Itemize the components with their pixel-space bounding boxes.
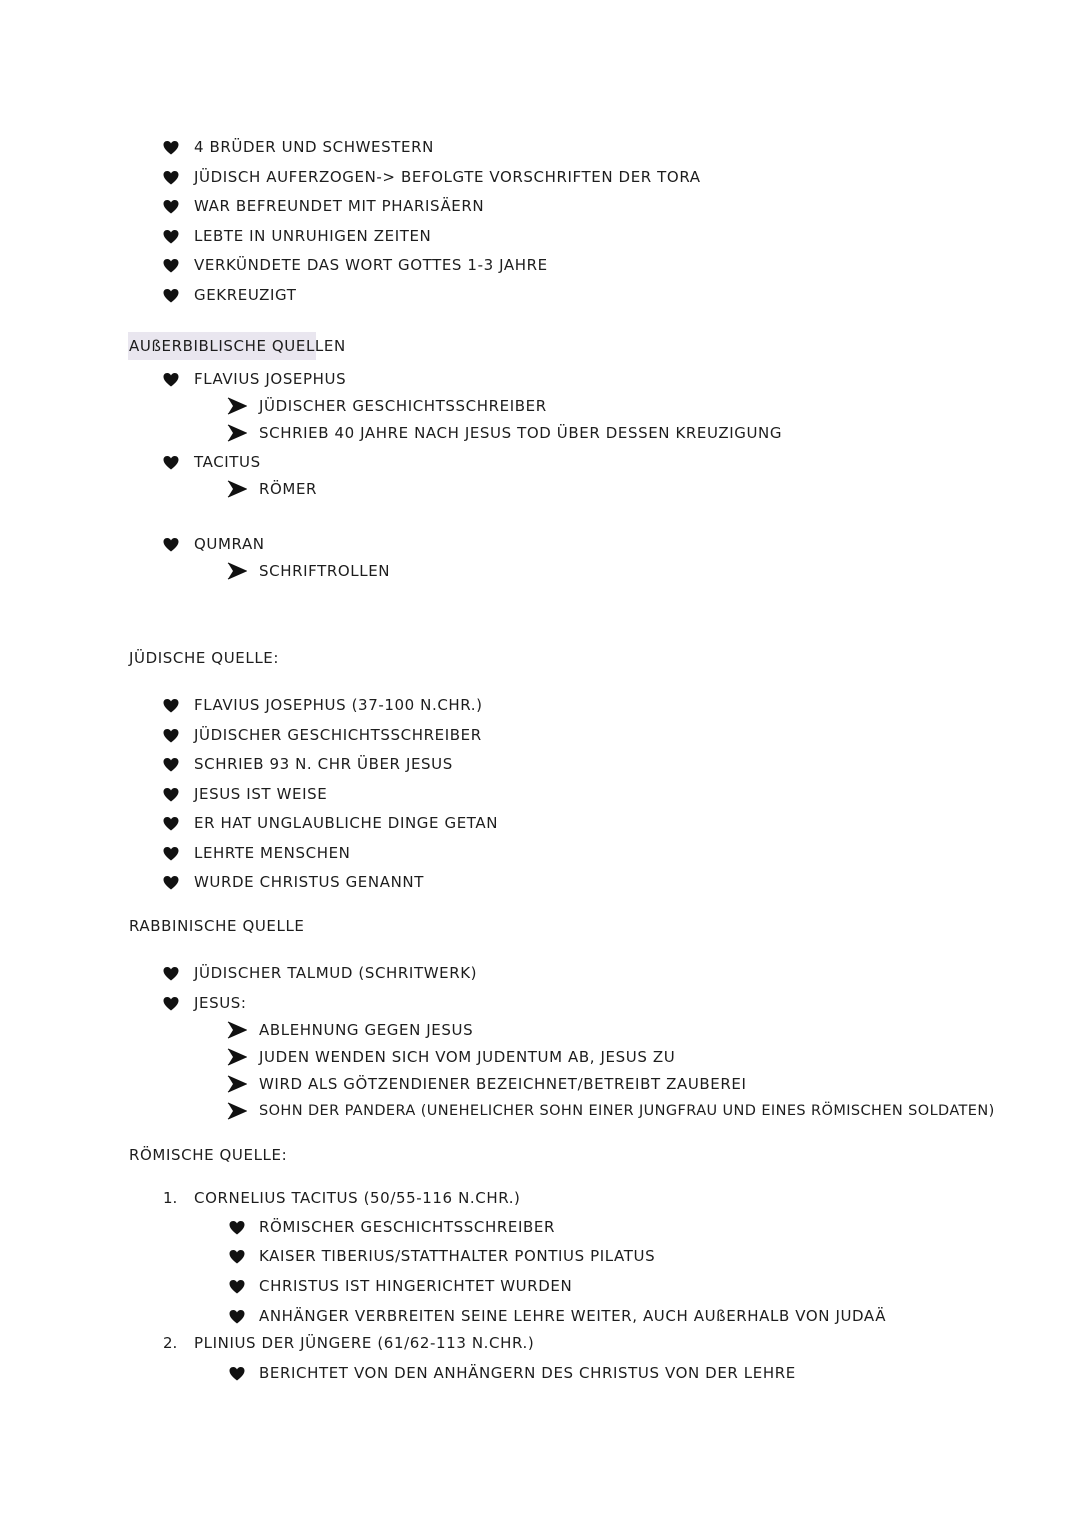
heart-bullet-icon [163,229,179,245]
heart-bullet-icon [163,846,179,862]
list-item: JESUS: [194,994,247,1012]
heart-bullet-icon [163,816,179,832]
sub-list-item: SCHRIFTROLLEN [259,562,391,580]
arrow-bullet-icon [227,397,247,415]
section-heading: RABBINISCHE QUELLE [129,917,305,935]
list-item: SCHRIEB 93 N. CHR ÜBER JESUS [194,755,453,773]
list-item: GEKREUZIGT [194,286,297,304]
list-item: QUMRAN [194,535,265,553]
heart-bullet-icon [163,537,179,553]
list-item: WURDE CHRISTUS GENANNT [194,873,424,891]
arrow-bullet-icon [227,1048,247,1066]
sub-list-item: CHRISTUS IST HINGERICHTET WURDEN [259,1277,573,1295]
list-item: JÜDISCH AUFERZOGEN-> BEFOLGTE VORSCHRIFTEN DER TORA [194,168,701,186]
heart-bullet-icon [229,1249,245,1265]
section-heading: JÜDISCHE QUELLE: [129,649,280,667]
list-item: JÜDISCHER GESCHICHTSSCHREIBER [194,726,482,744]
arrow-bullet-icon [227,480,247,498]
list-item: CORNELIUS TACITUS (50/55-116 N.CHR.) [194,1189,521,1207]
arrow-bullet-icon [227,1102,247,1120]
heart-bullet-icon [163,140,179,156]
arrow-bullet-icon [227,562,247,580]
sub-list-item: SCHRIEB 40 JAHRE NACH JESUS TOD ÜBER DESSEN KREUZIGUNG [259,424,783,442]
sub-list-item: KAISER TIBERIUS/STATTHALTER PONTIUS PILATUS [259,1247,656,1265]
list-item: WAR BEFREUNDET MIT PHARISÄERN [194,197,485,215]
list-item: FLAVIUS JOSEPHUS [194,370,347,388]
heart-bullet-icon [163,996,179,1012]
heart-bullet-icon [229,1309,245,1325]
list-item: JESUS IST WEISE [194,785,328,803]
list-item: VERKÜNDETE DAS WORT GOTTES 1-3 JAHRE [194,256,548,274]
list-item: ER HAT UNGLAUBLICHE DINGE GETAN [194,814,499,832]
list-item: 4 BRÜDER UND SCHWESTERN [194,138,434,156]
arrow-bullet-icon [227,424,247,442]
heart-bullet-icon [163,787,179,803]
heart-bullet-icon [163,372,179,388]
sub-list-item: JÜDISCHER GESCHICHTSSCHREIBER [259,397,547,415]
list-item: TACITUS [194,453,261,471]
heart-bullet-icon [163,875,179,891]
arrow-bullet-icon [227,1075,247,1093]
sub-list-item: ABLEHNUNG GEGEN JESUS [259,1021,474,1039]
sub-list-item: BERICHTET VON DEN ANHÄNGERN DES CHRISTUS VON DER LEHRE [259,1364,796,1382]
sub-list-item: RÖMER [259,480,318,498]
sub-list-item: RÖMISCHER GESCHICHTSSCHREIBER [259,1218,555,1236]
list-item: PLINIUS DER JÜNGERE (61/62-113 N.CHR.) [194,1334,535,1352]
list-number: 1. [163,1189,178,1207]
sub-list-item: ANHÄNGER VERBREITEN SEINE LEHRE WEITER, AUCH AUßERHALB VON JUDAÄ [259,1307,887,1325]
arrow-bullet-icon [227,1021,247,1039]
heart-bullet-icon [163,199,179,215]
heart-bullet-icon [163,288,179,304]
heart-bullet-icon [229,1366,245,1382]
heart-bullet-icon [163,966,179,982]
list-item: JÜDISCHER TALMUD (SCHRITWERK) [194,964,478,982]
sub-list-item: WIRD ALS GÖTZENDIENER BEZEICHNET/BETREIBT ZAUBEREI [259,1075,747,1093]
list-item: FLAVIUS JOSEPHUS (37-100 N.CHR.) [194,696,483,714]
heart-bullet-icon [163,698,179,714]
sub-list-item: JUDEN WENDEN SICH VOM JUDENTUM AB, JESUS ZU [259,1048,676,1066]
heart-bullet-icon [163,170,179,186]
heart-bullet-icon [163,728,179,744]
section-heading: AUßERBIBLISCHE QUELLEN [129,337,346,355]
heart-bullet-icon [229,1279,245,1295]
list-item: LEBTE IN UNRUHIGEN ZEITEN [194,227,432,245]
list-number: 2. [163,1334,178,1352]
heart-bullet-icon [163,455,179,471]
heart-bullet-icon [163,258,179,274]
section-heading: RÖMISCHE QUELLE: [129,1146,288,1164]
list-item: LEHRTE MENSCHEN [194,844,351,862]
heart-bullet-icon [163,757,179,773]
sub-list-item: SOHN DER PANDERA (UNEHELICHER SOHN EINER JUNGFRAU UND EINES RÖMISCHEN SOLDATEN) [259,1103,995,1119]
heart-bullet-icon [229,1220,245,1236]
